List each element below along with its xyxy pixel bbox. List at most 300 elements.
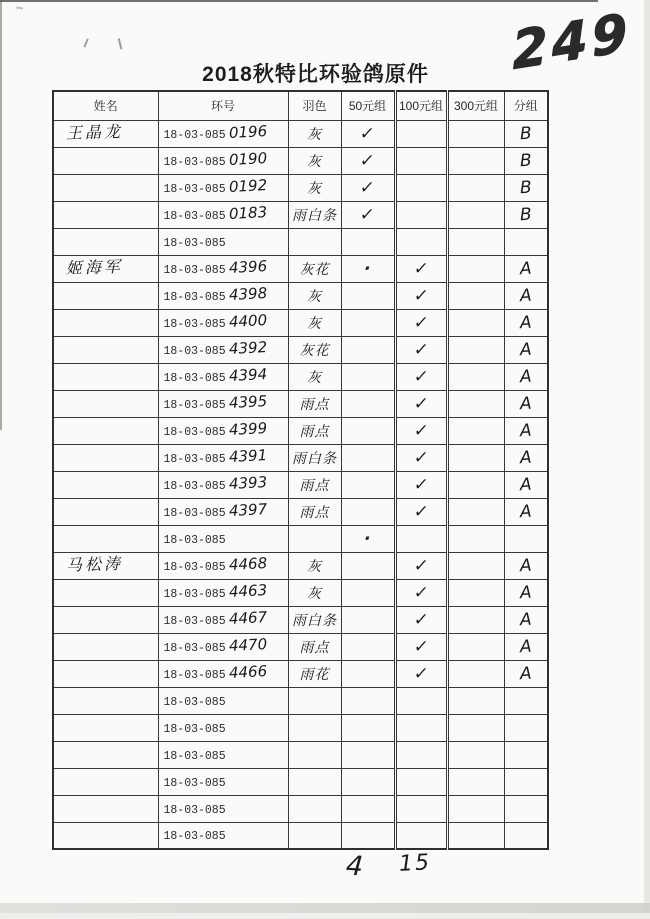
group-300-cell <box>447 579 504 606</box>
group-300-cell <box>447 336 504 363</box>
table-header-row <box>53 91 548 120</box>
handwritten-group-letter: B <box>519 123 533 144</box>
checkmark-100: ✓ <box>412 555 430 576</box>
handwritten-group-letter: A <box>519 285 533 306</box>
group-50-cell <box>341 471 395 498</box>
name-cell <box>53 741 158 768</box>
handwritten-feather-color: 雨白条 <box>292 450 337 467</box>
group-letter-cell <box>504 498 548 525</box>
name-cell <box>53 417 158 444</box>
checkmark-50: ✓ <box>358 123 377 144</box>
table-row <box>53 120 548 147</box>
feather-color-cell <box>288 309 341 336</box>
name-cell <box>53 309 158 336</box>
printed-ring-prefix: 18-03-085 <box>163 129 226 142</box>
checkmark-100: ✓ <box>412 393 430 414</box>
printed-ring-prefix: 18-03-085 <box>163 236 226 250</box>
group-100-cell <box>395 147 447 174</box>
ring-number-cell <box>158 525 288 552</box>
handwritten-group-letter: A <box>519 420 533 441</box>
handwritten-group-letter: B <box>519 177 533 198</box>
column-header-2: 环号 <box>158 91 288 120</box>
feather-color-cell <box>288 552 341 579</box>
group-300-cell <box>447 444 504 471</box>
table-row <box>53 147 548 174</box>
printed-ring-prefix: 18-03-085 <box>163 372 226 385</box>
group-300-cell <box>447 660 504 687</box>
table-row <box>53 633 548 660</box>
printed-ring-prefix: 18-03-085 <box>163 588 226 601</box>
table-row <box>53 444 548 471</box>
handwritten-count-right: 15 <box>398 850 432 877</box>
name-cell <box>53 714 158 741</box>
ring-number-cell <box>158 471 288 498</box>
ring-number-cell <box>158 660 288 687</box>
group-100-cell <box>395 552 447 579</box>
group-300-cell <box>447 174 504 201</box>
printed-ring-prefix: 18-03-085 <box>163 183 226 196</box>
group-50-cell <box>341 714 395 741</box>
checkmark-100: ✓ <box>412 312 430 333</box>
name-cell <box>53 768 158 795</box>
name-cell <box>53 174 158 201</box>
checkmark-100: ✓ <box>412 366 430 387</box>
group-50-cell <box>341 120 395 147</box>
group-100-cell <box>395 363 447 390</box>
handwritten-feather-color: 灰花 <box>299 261 330 278</box>
group-letter-cell <box>504 768 548 795</box>
table-row <box>53 795 548 822</box>
group-300-cell <box>447 147 504 174</box>
handwritten-feather-color: 灰花 <box>299 342 330 359</box>
group-50-cell <box>341 282 395 309</box>
printed-ring-prefix: 18-03-085 <box>163 399 226 412</box>
table-row <box>53 552 548 579</box>
group-50-cell <box>341 336 395 363</box>
group-100-cell <box>395 579 447 606</box>
group-letter-cell <box>504 201 548 228</box>
ring-number-cell <box>158 579 288 606</box>
group-100-cell <box>395 336 447 363</box>
checkmark-100: ✓ <box>412 258 430 279</box>
group-300-cell <box>447 471 504 498</box>
table-row <box>53 579 548 606</box>
column-header-7: 分组 <box>504 91 548 120</box>
printed-ring-prefix: 18-03-085 <box>163 345 226 358</box>
printed-ring-prefix: 18-03-085 <box>163 318 226 331</box>
ring-number-cell <box>158 714 288 741</box>
checkmark-100: ✓ <box>412 609 430 630</box>
name-cell <box>53 633 158 660</box>
handwritten-feather-color: 雨白条 <box>292 612 337 629</box>
group-letter-cell <box>504 390 548 417</box>
table-row <box>53 309 548 336</box>
group-50-cell <box>341 687 395 714</box>
feather-color-cell <box>288 390 341 417</box>
handwritten-name: 姬海军 <box>65 256 124 278</box>
scan-edge-bottom-light <box>0 913 650 919</box>
handwritten-ring-suffix: 4467 <box>228 608 268 628</box>
checkmark-50: ✓ <box>358 204 377 225</box>
group-300-cell <box>447 282 504 309</box>
name-cell <box>53 363 158 390</box>
name-cell <box>53 444 158 471</box>
ring-number-cell <box>158 417 288 444</box>
printed-ring-prefix: 18-03-085 <box>163 291 226 304</box>
handwritten-feather-color: 灰 <box>307 558 322 575</box>
group-50-cell <box>341 633 395 660</box>
ring-number-cell <box>158 741 288 768</box>
printed-ring-prefix: 18-03-085 <box>163 642 226 655</box>
printed-ring-prefix: 18-03-085 <box>163 480 226 493</box>
handwritten-group-letter: A <box>519 636 533 657</box>
name-cell <box>53 687 158 714</box>
handwritten-feather-color: 雨点 <box>299 423 330 440</box>
ring-number-cell <box>158 228 288 255</box>
group-50-cell <box>341 795 395 822</box>
printed-ring-prefix: 18-03-085 <box>163 803 226 817</box>
handwritten-group-letter: A <box>519 555 533 576</box>
handwritten-group-letter: A <box>519 366 533 387</box>
handwritten-name: 马松涛 <box>65 553 124 575</box>
group-letter-cell <box>504 687 548 714</box>
group-100-cell <box>395 417 447 444</box>
group-100-cell <box>395 741 447 768</box>
handwritten-ring-suffix: 0190 <box>228 149 268 169</box>
feather-color-cell <box>288 687 341 714</box>
group-letter-cell <box>504 741 548 768</box>
handwritten-ring-suffix: 0196 <box>228 122 268 142</box>
feather-color-cell <box>288 201 341 228</box>
column-header-3: 羽色 <box>288 91 341 120</box>
group-100-cell <box>395 525 447 552</box>
scan-edge-right <box>644 0 650 919</box>
name-cell <box>53 471 158 498</box>
ring-number-cell <box>158 498 288 525</box>
group-50-cell <box>341 822 395 849</box>
table-row <box>53 687 548 714</box>
group-50-cell <box>341 174 395 201</box>
name-cell <box>53 795 158 822</box>
handwritten-page-number: 249 <box>510 2 633 82</box>
handwritten-group-letter: A <box>519 474 533 495</box>
name-cell <box>53 660 158 687</box>
group-100-cell <box>395 228 447 255</box>
feather-color-cell <box>288 255 341 282</box>
group-letter-cell <box>504 471 548 498</box>
handwritten-group-letter: A <box>519 582 533 603</box>
checkmark-50: ✓ <box>358 150 377 171</box>
handwritten-ring-suffix: 4397 <box>228 500 268 520</box>
handwritten-group-letter: A <box>519 609 533 630</box>
name-cell <box>53 147 158 174</box>
feather-color-cell <box>288 282 341 309</box>
table-row <box>53 525 548 552</box>
printed-ring-prefix: 18-03-085 <box>163 453 226 466</box>
scan-edge-bottom <box>0 903 650 913</box>
printed-ring-prefix: 18-03-085 <box>163 776 226 790</box>
group-300-cell <box>447 606 504 633</box>
table-row <box>53 174 548 201</box>
handwritten-ring-suffix: 4470 <box>228 635 268 655</box>
group-letter-cell <box>504 147 548 174</box>
printed-ring-prefix: 18-03-085 <box>163 264 226 277</box>
group-100-cell <box>395 822 447 849</box>
group-100-cell <box>395 444 447 471</box>
group-300-cell <box>447 687 504 714</box>
table-row <box>53 741 548 768</box>
ink-smudge <box>83 38 91 48</box>
group-100-cell <box>395 633 447 660</box>
name-cell <box>53 525 158 552</box>
handwritten-feather-color: 雨花 <box>299 666 330 683</box>
checkmark-100: ✓ <box>412 447 430 468</box>
handwritten-group-letter: A <box>519 447 533 468</box>
name-cell <box>53 336 158 363</box>
printed-ring-prefix: 18-03-085 <box>163 830 226 844</box>
column-header-6: 300元组 <box>447 91 504 120</box>
checkmark-50: · <box>362 528 373 549</box>
handwritten-group-letter: A <box>519 663 533 684</box>
checkmark-100: ✓ <box>412 582 430 603</box>
handwritten-feather-color: 雨点 <box>299 639 330 656</box>
group-100-cell <box>395 282 447 309</box>
column-header-1: 姓名 <box>53 91 158 120</box>
group-50-cell <box>341 228 395 255</box>
group-100-cell <box>395 606 447 633</box>
handwritten-group-letter: B <box>519 204 533 225</box>
group-100-cell <box>395 687 447 714</box>
table-row <box>53 228 548 255</box>
column-header-5: 100元组 <box>395 91 447 120</box>
group-100-cell <box>395 471 447 498</box>
feather-color-cell <box>288 471 341 498</box>
group-300-cell <box>447 525 504 552</box>
group-300-cell <box>447 120 504 147</box>
handwritten-ring-suffix: 4463 <box>228 581 268 601</box>
feather-color-cell <box>288 714 341 741</box>
printed-ring-prefix: 18-03-085 <box>163 156 226 169</box>
group-100-cell <box>395 714 447 741</box>
handwritten-ring-suffix: 4400 <box>228 311 268 331</box>
handwritten-ring-suffix: 4395 <box>228 392 268 412</box>
table-row <box>53 768 548 795</box>
ring-number-cell <box>158 120 288 147</box>
group-100-cell <box>395 120 447 147</box>
group-300-cell <box>447 309 504 336</box>
group-100-cell <box>395 390 447 417</box>
ring-number-cell <box>158 174 288 201</box>
name-cell <box>53 255 158 282</box>
feather-color-cell <box>288 768 341 795</box>
group-letter-cell <box>504 552 548 579</box>
handwritten-ring-suffix: 4468 <box>228 554 268 574</box>
group-300-cell <box>447 633 504 660</box>
group-50-cell <box>341 390 395 417</box>
feather-color-cell <box>288 174 341 201</box>
group-100-cell <box>395 201 447 228</box>
ring-number-cell <box>158 336 288 363</box>
group-100-cell <box>395 768 447 795</box>
name-cell <box>53 606 158 633</box>
group-100-cell <box>395 660 447 687</box>
feather-color-cell <box>288 228 341 255</box>
name-cell <box>53 120 158 147</box>
ink-smudge <box>16 7 23 12</box>
group-300-cell <box>447 390 504 417</box>
table-row <box>53 498 548 525</box>
handwritten-ring-suffix: 0183 <box>228 203 268 223</box>
group-50-cell <box>341 147 395 174</box>
feather-color-cell <box>288 444 341 471</box>
handwritten-ring-suffix: 4396 <box>228 257 268 277</box>
group-50-cell <box>341 498 395 525</box>
group-300-cell <box>447 417 504 444</box>
checkmark-100: ✓ <box>412 663 430 684</box>
ring-number-cell <box>158 147 288 174</box>
checkmark-50: · <box>362 258 373 279</box>
ring-number-cell <box>158 552 288 579</box>
handwritten-ring-suffix: 4399 <box>228 419 268 439</box>
group-letter-cell <box>504 444 548 471</box>
feather-color-cell <box>288 660 341 687</box>
handwritten-group-letter: A <box>519 393 533 414</box>
group-50-cell <box>341 741 395 768</box>
handwritten-feather-color: 灰 <box>307 126 322 143</box>
handwritten-ring-suffix: 4398 <box>228 284 268 304</box>
ring-number-cell <box>158 687 288 714</box>
name-cell <box>53 498 158 525</box>
group-letter-cell <box>504 336 548 363</box>
handwritten-ring-suffix: 4392 <box>228 338 268 358</box>
group-300-cell <box>447 741 504 768</box>
table-row <box>53 822 548 849</box>
name-cell <box>53 579 158 606</box>
name-cell <box>53 282 158 309</box>
handwritten-group-letter: A <box>519 339 533 360</box>
checkmark-100: ✓ <box>412 501 430 522</box>
handwritten-count-left: 4 <box>344 850 365 883</box>
group-100-cell <box>395 498 447 525</box>
group-letter-cell <box>504 120 548 147</box>
group-letter-cell <box>504 795 548 822</box>
ring-number-cell <box>158 606 288 633</box>
printed-ring-prefix: 18-03-085 <box>163 533 226 547</box>
checkmark-100: ✓ <box>412 339 430 360</box>
printed-ring-prefix: 18-03-085 <box>163 615 226 628</box>
form-title: 2018秋特比环验鸽原件 <box>202 63 429 86</box>
table-row <box>53 282 548 309</box>
checkmark-100: ✓ <box>412 636 430 657</box>
group-50-cell <box>341 768 395 795</box>
handwritten-feather-color: 灰 <box>307 180 322 197</box>
name-cell <box>53 228 158 255</box>
table-row <box>53 417 548 444</box>
group-300-cell <box>447 552 504 579</box>
handwritten-feather-color: 灰 <box>307 153 322 170</box>
group-100-cell <box>395 174 447 201</box>
group-50-cell <box>341 309 395 336</box>
group-300-cell <box>447 498 504 525</box>
group-50-cell <box>341 660 395 687</box>
handwritten-ring-suffix: 0192 <box>228 176 268 196</box>
group-300-cell <box>447 714 504 741</box>
handwritten-feather-color: 雨点 <box>299 477 330 494</box>
ring-number-cell <box>158 282 288 309</box>
handwritten-feather-color: 灰 <box>307 369 322 386</box>
pigeon-ring-table <box>52 90 549 850</box>
group-100-cell <box>395 795 447 822</box>
handwritten-feather-color: 灰 <box>307 585 322 602</box>
group-50-cell <box>341 201 395 228</box>
table-row <box>53 606 548 633</box>
group-300-cell <box>447 363 504 390</box>
group-50-cell <box>341 444 395 471</box>
group-letter-cell <box>504 282 548 309</box>
feather-color-cell <box>288 147 341 174</box>
ring-number-cell <box>158 768 288 795</box>
feather-color-cell <box>288 417 341 444</box>
group-50-cell <box>341 606 395 633</box>
feather-color-cell <box>288 822 341 849</box>
feather-color-cell <box>288 606 341 633</box>
handwritten-feather-color: 灰 <box>307 315 322 332</box>
feather-color-cell <box>288 120 341 147</box>
ring-number-cell <box>158 444 288 471</box>
group-letter-cell <box>504 174 548 201</box>
group-300-cell <box>447 228 504 255</box>
group-letter-cell <box>504 579 548 606</box>
handwritten-group-letter: B <box>519 150 533 171</box>
printed-ring-prefix: 18-03-085 <box>163 561 226 574</box>
group-300-cell <box>447 201 504 228</box>
group-50-cell <box>341 579 395 606</box>
table-row <box>53 336 548 363</box>
feather-color-cell <box>288 498 341 525</box>
group-letter-cell <box>504 606 548 633</box>
name-cell <box>53 390 158 417</box>
feather-color-cell <box>288 579 341 606</box>
ring-number-cell <box>158 363 288 390</box>
ink-smudge <box>118 38 126 50</box>
feather-color-cell <box>288 795 341 822</box>
scan-edge-left <box>0 0 2 430</box>
group-50-cell <box>341 255 395 282</box>
table-row <box>53 255 548 282</box>
group-letter-cell <box>504 660 548 687</box>
printed-ring-prefix: 18-03-085 <box>163 426 226 439</box>
group-letter-cell <box>504 255 548 282</box>
handwritten-group-letter: A <box>519 258 533 279</box>
printed-ring-prefix: 18-03-085 <box>163 669 226 682</box>
ring-number-cell <box>158 822 288 849</box>
group-300-cell <box>447 768 504 795</box>
table-row <box>53 390 548 417</box>
handwritten-feather-color: 灰 <box>307 288 322 305</box>
name-cell <box>53 552 158 579</box>
feather-color-cell <box>288 633 341 660</box>
name-cell <box>53 822 158 849</box>
group-letter-cell <box>504 525 548 552</box>
group-100-cell <box>395 255 447 282</box>
group-50-cell <box>341 552 395 579</box>
handwritten-feather-color: 雨点 <box>299 396 330 413</box>
handwritten-ring-suffix: 4466 <box>228 662 268 682</box>
feather-color-cell <box>288 363 341 390</box>
checkmark-100: ✓ <box>412 285 430 306</box>
column-header-4: 50元组 <box>341 91 395 120</box>
group-letter-cell <box>504 363 548 390</box>
